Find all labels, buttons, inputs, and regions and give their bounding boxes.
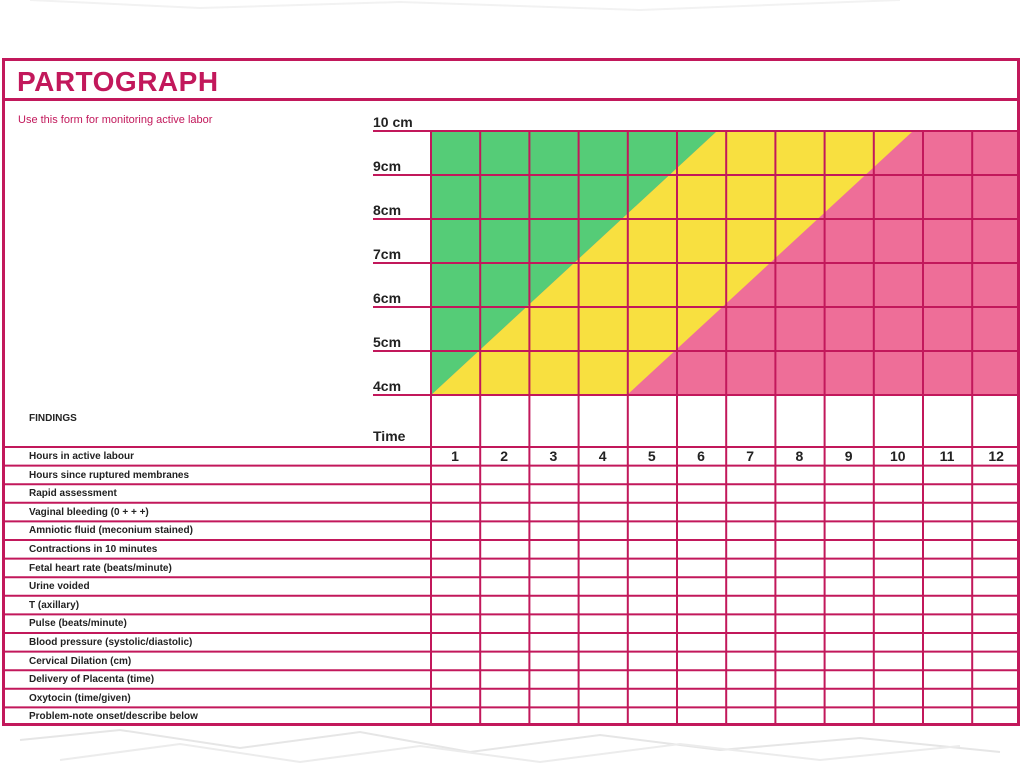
finding-row-label: Blood pressure (systolic/diastolic) xyxy=(29,637,193,648)
dilation-label: 9cm xyxy=(373,158,402,174)
finding-row-label: Hours since ruptured membranes xyxy=(29,469,190,481)
finding-row-label: Problem-note onset/describe below xyxy=(29,711,198,723)
hour-label: 3 xyxy=(549,448,558,464)
dilation-label: 7cm xyxy=(373,246,402,262)
hour-label: 8 xyxy=(795,448,804,464)
finding-row-label: Vaginal bleeding (0 + + +) xyxy=(29,506,149,518)
form-title: PARTOGRAPH xyxy=(17,66,219,97)
time-label: Time xyxy=(373,428,406,444)
hour-label: 2 xyxy=(500,448,509,464)
hour-label: 5 xyxy=(647,448,656,464)
partograph-form xyxy=(2,58,1020,726)
dilation-label: 8cm xyxy=(373,202,402,218)
finding-row-label: Delivery of Placenta (time) xyxy=(29,674,155,686)
dilation-label: 10 cm xyxy=(373,114,413,130)
finding-row-label: T (axillary) xyxy=(29,599,80,611)
dilation-label: 4cm xyxy=(373,378,402,394)
finding-row-label: Contractions in 10 minutes xyxy=(29,544,158,555)
findings-heading: FINDINGS xyxy=(29,413,77,424)
finding-row-label: Amniotic fluid (meconium stained) xyxy=(29,525,193,537)
hour-label: 7 xyxy=(746,448,755,464)
partograph-grid xyxy=(5,61,1017,723)
hour-label: 1 xyxy=(451,448,459,464)
hour-label: 6 xyxy=(697,448,705,464)
hour-label: 11 xyxy=(939,448,955,464)
dilation-label: 5cm xyxy=(373,334,402,350)
dilation-label: 6cm xyxy=(373,290,402,306)
finding-row-label: Fetal heart rate (beats/minute) xyxy=(29,562,172,574)
hour-label: 12 xyxy=(988,448,1004,464)
hour-label: 4 xyxy=(598,448,607,464)
finding-row-label: Cervical Dilation (cm) xyxy=(29,655,132,667)
hour-label: 10 xyxy=(890,448,906,464)
finding-row-label: Hours in active labour xyxy=(29,451,135,462)
hour-label: 9 xyxy=(844,448,853,464)
grid-lines xyxy=(5,131,1017,723)
finding-row-label: Pulse (beats/minute) xyxy=(29,618,127,630)
finding-row-label: Oxytocin (time/given) xyxy=(29,692,131,704)
finding-row-label: Urine voided xyxy=(29,581,90,593)
finding-row-label: Rapid assessment xyxy=(29,488,117,500)
form-subtitle: Use this form for monitoring active labor xyxy=(18,114,213,126)
